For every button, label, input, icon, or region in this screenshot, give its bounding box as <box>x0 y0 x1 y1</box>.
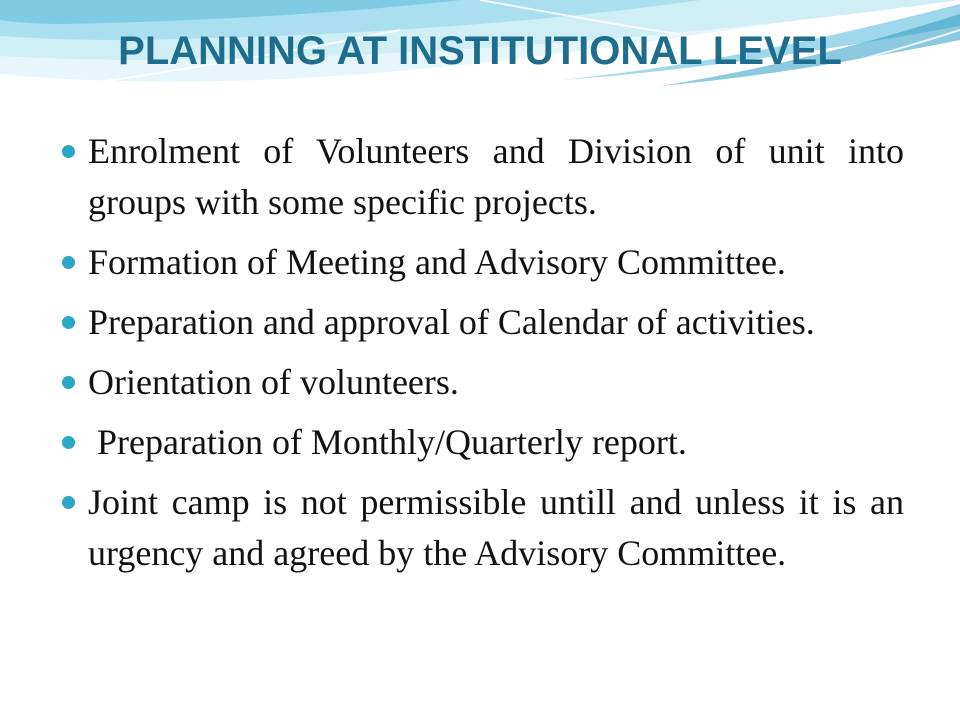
bullet-text: Orientation of volunteers. <box>88 362 459 402</box>
bullet-icon <box>62 256 75 269</box>
bullet-icon <box>62 376 75 389</box>
bullet-icon <box>62 145 75 158</box>
slide-title: PLANNING AT INSTITUTIONAL LEVEL <box>118 29 842 73</box>
list-item <box>60 126 904 228</box>
bullet-text: Joint camp is not permissible untill and unless it is an urgency and agreed by the Advisory Committee. <box>88 482 904 573</box>
bullet-text: Preparation of Monthly/Quarterly report. <box>88 422 687 462</box>
list-item <box>60 417 904 468</box>
bullet-icon <box>62 316 75 329</box>
list-item <box>60 297 904 348</box>
list-item <box>60 477 904 579</box>
bullet-icon <box>62 436 75 449</box>
bullet-text: Formation of Meeting and Advisory Committee. <box>88 242 786 282</box>
bullet-icon <box>62 496 75 509</box>
bullet-text: Enrolment of Volunteers and Division of unit into groups with some specific projects. <box>88 131 904 222</box>
list-item <box>60 237 904 288</box>
bullet-text: Preparation and approval of Calendar of activities. <box>88 302 815 342</box>
list-item <box>60 357 904 408</box>
bullet-list <box>60 126 904 588</box>
